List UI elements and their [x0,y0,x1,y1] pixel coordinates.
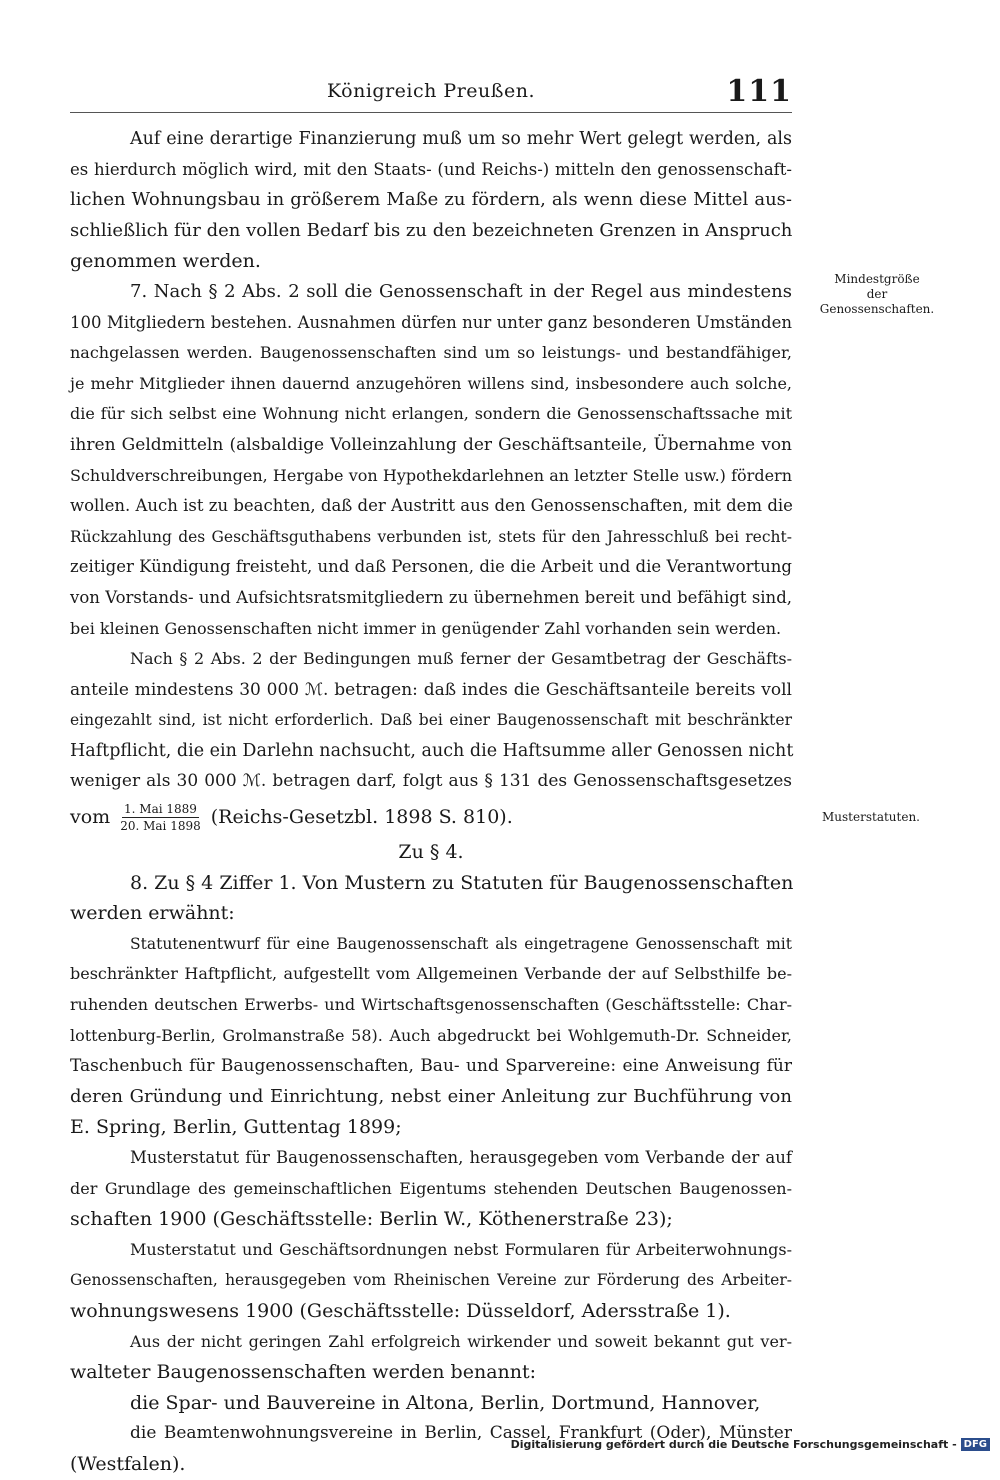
text-line: Haftpflicht, die ein Darlehn nachsucht, auch die Haftsumme aller Genossen nicht [70,740,794,761]
text-line: Musterstatut und Geschäftsordnungen nebst Formularen für Arbeiterwohnungs- [130,1239,792,1259]
body-text [70,124,792,1480]
text-line: lichen Wohnungsbau in größerem Maße zu fördern, als wenn diese Mittel aus- [70,189,792,211]
text-line: Statutenentwurf für eine Baugenossenschaft als eingetragene Genossenschaft mit [130,934,792,953]
text-line: Genossenschaften, herausgegeben vom Rheinischen Vereine zur Förderung des Arbeiter- [70,1271,792,1290]
text-line: walteter Baugenossenschaften werden benannt: [70,1361,537,1384]
dfg-logo: DFG [961,1438,990,1451]
text-line: schließlich für den vollen Bedarf bis zu den bezeichneten Grenzen in Anspruch [70,219,793,241]
text-line: es hierdurch möglich wird, mit den Staats- (und Reichs-) mitteln den genossenschaft- [70,159,792,179]
text-line: Nach § 2 Abs. 2 der Bedingungen muß ferner der Gesamtbetrag der Geschäfts- [130,649,792,669]
text-line: Schuldverschreibungen, Hergabe von Hypothekdarlehnen an letzter Stelle usw.) fördern [70,465,792,485]
text-line: je mehr Mitglieder ihnen dauernd anzugehören willens sind, insbesondere auch solche, [70,373,792,393]
margin-note-musterstatuten: Musterstatuten. [822,810,920,824]
fraction-denominator: 20. Mai 1898 [120,818,201,833]
page-header [70,74,792,114]
header-rule [70,112,792,113]
running-head: Königreich Preußen. [327,80,535,102]
citation-prefix: vom [70,806,111,829]
text-line: Auf eine derartige Finanzierung muß um so mehr Wert gelegt werden, als [130,129,792,149]
text-line: zeitiger Kündigung freisteht, und daß Personen, die die Arbeit und die Verantwortung [70,557,792,577]
text-line: Taschenbuch für Baugenossenschaften, Bau- und Sparvereine: eine Anweisung für [70,1056,792,1077]
section-heading: Zu § 4. [398,841,464,864]
text-line: beschränkter Haftpflicht, aufgestellt vom Allgemeinen Verbande der auf Selbsthilfe be- [70,964,792,984]
text-line: eingezahlt sind, ist nicht erforderlich. Daß bei einer Baugenossenschaft mit beschränkter [70,711,792,730]
citation-line [70,797,792,837]
text-line: Aus der nicht geringen Zahl erfolgreich wirkender und soweit bekannt gut ver- [130,1331,792,1351]
text-line: lottenburg-Berlin, Grolmanstraße 58). Auch abgedruckt bei Wohlgemuth-Dr. Schneider, [70,1025,792,1045]
text-line: der Grundlage des gemeinschaftlichen Eigentums stehenden Deutschen Baugenossen- [70,1178,792,1198]
text-line: nachgelassen werden. Baugenossenschaften sind um so leistungs- und bestandfähiger, [70,343,792,363]
margin-note-mindestgroesse [812,272,942,317]
text-line: 100 Mitgliedern bestehen. Ausnahmen dürfen nur unter ganz besonderen Umständen [70,312,792,332]
text-line: E. Spring, Berlin, Guttentag 1899; [70,1116,402,1139]
date-fraction [118,802,203,833]
margin-note-line: der Genossenschaften. [819,287,935,316]
citation-suffix: (Reichs-Gesetzbl. 1898 S. 810). [210,806,513,829]
text-line: die Spar- und Bauvereine in Altona, Berlin, Dortmund, Hannover, [130,1391,761,1414]
text-line: 8. Zu § 4 Ziffer 1. Von Mustern zu Statuten für Baugenossenschaften [130,871,794,894]
text-line: weniger als 30 000 ℳ. betragen darf, folgt aus § 131 des Genossenschaftsgesetzes [70,771,792,792]
text-line: von Vorstands- und Aufsichtsratsmitgliedern zu übernehmen bereit und befähigt sind, [70,587,792,607]
text-line: genommen werden. [70,250,261,273]
text-line: schaften 1900 (Geschäftsstelle: Berlin W., Köthenerstraße 23); [70,1208,673,1231]
page-number: 111 [726,74,792,109]
text-line: anteile mindestens 30 000 ℳ. betragen: daß indes die Geschäftsanteile bereits voll [70,679,792,700]
text-line: (Westfalen). [70,1452,186,1475]
text-line: ihren Geldmitteln (alsbaldige Volleinzahlung der Geschäftsanteile, Übernahme von [70,434,792,455]
fraction-numerator: 1. Mai 1889 [124,801,197,816]
margin-note-line: Mindestgröße [834,272,920,286]
text-line: die für sich selbst eine Wohnung nicht erlangen, sondern die Genossenschaftssache mit [70,404,792,424]
text-line: die Beamtenwohnungsvereine in Berlin, Cassel, Frankfurt (Oder), Münster [130,1423,792,1444]
text-line: 7. Nach § 2 Abs. 2 soll die Genossenschaft in der Regel aus mindestens [130,280,792,302]
text-line: werden erwähnt: [70,902,235,925]
digitization-footer [511,1438,990,1451]
text-line: bei kleinen Genossenschaften nicht immer in genügender Zahl vorhanden sein werden. [70,618,782,638]
text-line: Rückzahlung des Geschäftsguthabens verbunden ist, stets für den Jahresschluß bei recht- [70,527,792,546]
text-line: Musterstatut für Baugenossenschaften, herausgegeben vom Verbande der auf [130,1148,792,1167]
text-line: wohnungswesens 1900 (Geschäftsstelle: Düsseldorf, Adersstraße 1). [70,1299,731,1322]
text-line: ruhenden deutschen Erwerbs- und Wirtschaftsgenossenschaften (Geschäftsstelle: Char- [70,995,792,1015]
footer-credit: Digitalisierung gefördert durch die Deutsche Forschungsgemeinschaft - [510,1438,957,1451]
text-line: wollen. Auch ist zu beachten, daß der Austritt aus den Genossenschaften, mit dem die [70,496,793,516]
text-line: deren Gründung und Einrichtung, nebst einer Anleitung zur Buchführung von [70,1085,792,1107]
